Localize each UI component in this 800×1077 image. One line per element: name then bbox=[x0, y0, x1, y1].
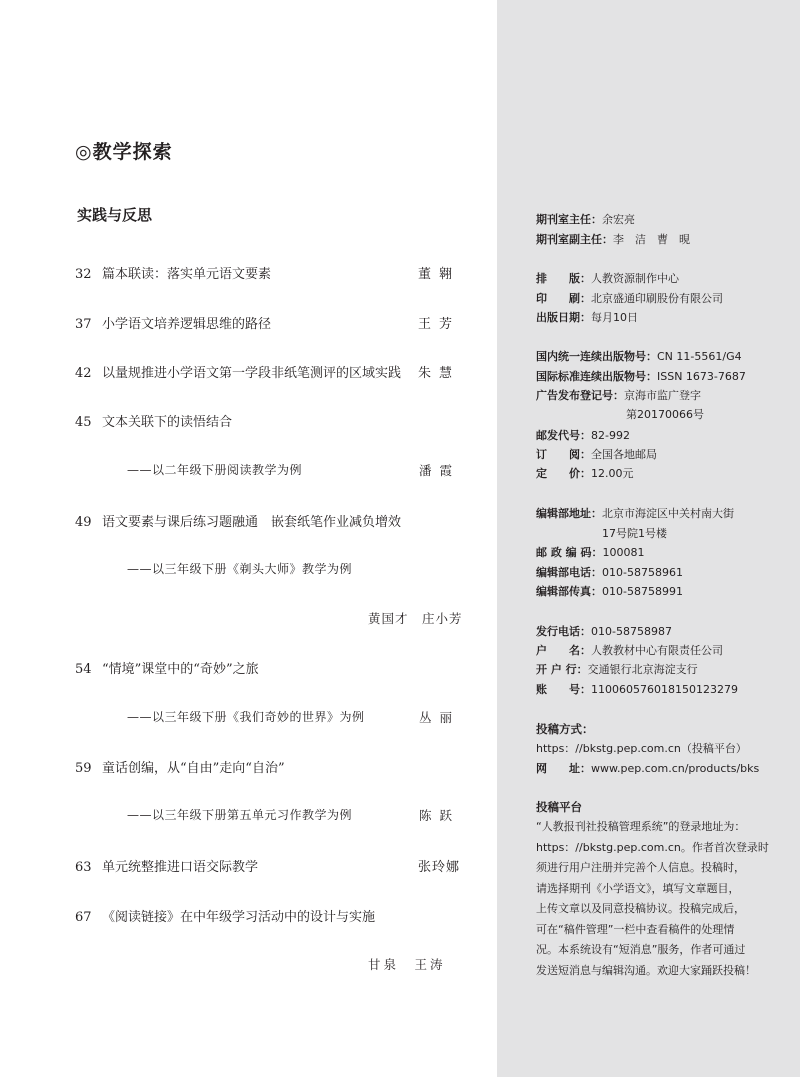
toc-page-number: 45 bbox=[75, 415, 92, 430]
masthead-address-line2: 17号院1号楼 bbox=[602, 527, 667, 540]
toc-page-number: 59 bbox=[75, 761, 92, 776]
toc-author: 甘泉 王涛 bbox=[368, 957, 446, 972]
toc-entry[interactable] bbox=[75, 906, 460, 925]
toc-entry[interactable] bbox=[75, 313, 460, 332]
toc-author: 董翱 bbox=[417, 267, 460, 282]
toc-author: 黄国才 庄小芳 bbox=[368, 611, 463, 626]
toc-title: 小学语文培养逻辑思维的路径 bbox=[102, 317, 272, 332]
toc-page-number: 49 bbox=[75, 515, 92, 530]
toc-title: 文本关联下的读悟结合 bbox=[102, 415, 233, 430]
masthead-account: 账 号：110060576018150123279 bbox=[536, 683, 738, 696]
masthead-account-name: 户 名：人教教材中心有限责任公司 bbox=[536, 644, 723, 657]
toc-entry[interactable] bbox=[75, 856, 460, 875]
website-link[interactable]: 网 址：www.pep.com.cn/products/bks bbox=[536, 762, 760, 775]
toc-entry[interactable] bbox=[75, 511, 460, 530]
toc-entry[interactable] bbox=[75, 658, 460, 677]
masthead-order: 订 阅：全国各地邮局 bbox=[536, 448, 657, 461]
toc-author: 张玲娜 bbox=[417, 860, 460, 875]
toc-page-number: 67 bbox=[75, 910, 92, 925]
toc-entry[interactable] bbox=[75, 362, 460, 381]
toc-entry[interactable] bbox=[75, 263, 460, 282]
toc-page-number: 54 bbox=[75, 662, 92, 677]
masthead-price: 定 价：12.00元 bbox=[536, 467, 634, 480]
toc-author: 潘霞 bbox=[419, 463, 461, 478]
toc-page-number: 32 bbox=[75, 267, 92, 282]
masthead-cn: 国内统一连续出版物号：CN 11-5561/G4 bbox=[536, 350, 742, 363]
masthead-zip: 邮 政 编 码：100081 bbox=[536, 546, 645, 559]
masthead-date: 出版日期：每月10日 bbox=[536, 311, 638, 324]
masthead-ad-line2: 第20170066号 bbox=[626, 408, 704, 421]
toc-author: 王芳 bbox=[417, 317, 460, 332]
masthead-ad: 广告发布登记号：京海市监广登字 bbox=[536, 389, 701, 402]
section-header: ◎教学探索 bbox=[75, 141, 173, 163]
platform-heading: 投稿平台 bbox=[536, 800, 582, 814]
masthead-editor: 期刊室主任：余宏亮 bbox=[536, 213, 635, 226]
toc-page-number: 42 bbox=[75, 366, 92, 381]
toc-page-number: 37 bbox=[75, 317, 92, 332]
toc-author: 丛丽 bbox=[419, 710, 461, 725]
masthead-deputy: 期刊室副主任：李 洁 曹 晛 bbox=[536, 233, 690, 246]
toc-title: “情境”课堂中的“奇妙”之旅 bbox=[102, 662, 259, 677]
toc-author: 陈跃 bbox=[419, 808, 461, 823]
toc-title: 以量规推进小学语文第一学段非纸笔测评的区域实践 bbox=[102, 366, 402, 381]
masthead-layout: 排 版：人教资源制作中心 bbox=[536, 272, 679, 285]
toc-title: 篇本联读：落实单元语文要素 bbox=[102, 267, 272, 282]
toc-entry[interactable] bbox=[75, 757, 460, 776]
toc-subtitle: ——以三年级下册第五单元习作教学为例 bbox=[127, 808, 353, 822]
column-title: 实践与反思 bbox=[77, 206, 153, 224]
toc-page-number: 63 bbox=[75, 860, 92, 875]
toc-title: 单元统整推进口语交际教学 bbox=[102, 860, 259, 875]
platform-description: “人教报刊社投稿管理系统”的登录地址为： https：//bkstg.pep.com.cn。作者首次登录时 须进行用户注册并完善个人信息。投稿时， 请选择期刊《小学语文》，填写文章题目， 上传文章以及同意投稿协议。投稿完成后， 可在“稿件管理”一栏中查看稿件的处理情 况。本系统设有“短消息”服务，作者可通过 发送短消息与编辑沟通。欢迎大家踊跃投稿！ bbox=[536, 820, 769, 977]
masthead-post: 邮发代号：82-992 bbox=[536, 429, 630, 442]
submit-method-label: 投稿方式： bbox=[536, 722, 594, 736]
masthead-tel: 编辑部电话：010-58758961 bbox=[536, 566, 683, 579]
masthead-distribution: 发行电话：010-58758987 bbox=[536, 625, 672, 638]
masthead-address: 编辑部地址：北京市海淀区中关村南大街 bbox=[536, 507, 734, 520]
masthead-bank: 开 户 行：交通银行北京海淀支行 bbox=[536, 663, 698, 676]
toc-title: 《阅读链接》在中年级学习活动中的设计与实施 bbox=[102, 910, 376, 925]
toc-subtitle: ——以三年级下册《我们奇妙的世界》为例 bbox=[127, 710, 365, 724]
toc-entry[interactable] bbox=[75, 411, 460, 430]
submit-url-link[interactable]: https：//bkstg.pep.com.cn（投稿平台） bbox=[536, 742, 747, 755]
masthead-fax: 编辑部传真：010-58758991 bbox=[536, 585, 683, 598]
toc-title: 童话创编，从“自由”走向“自治” bbox=[102, 761, 285, 776]
toc-subtitle: ——以三年级下册《剃头大师》教学为例 bbox=[127, 562, 353, 576]
masthead-issn: 国际标准连续出版物号：ISSN 1673-7687 bbox=[536, 370, 746, 383]
masthead-print: 印 刷：北京盛通印刷股份有限公司 bbox=[536, 292, 723, 305]
toc-author: 朱慧 bbox=[417, 366, 460, 381]
toc-subtitle: ——以二年级下册阅读教学为例 bbox=[127, 463, 303, 477]
toc-title: 语文要素与课后练习题融通 嵌套纸笔作业减负增效 bbox=[102, 515, 402, 530]
